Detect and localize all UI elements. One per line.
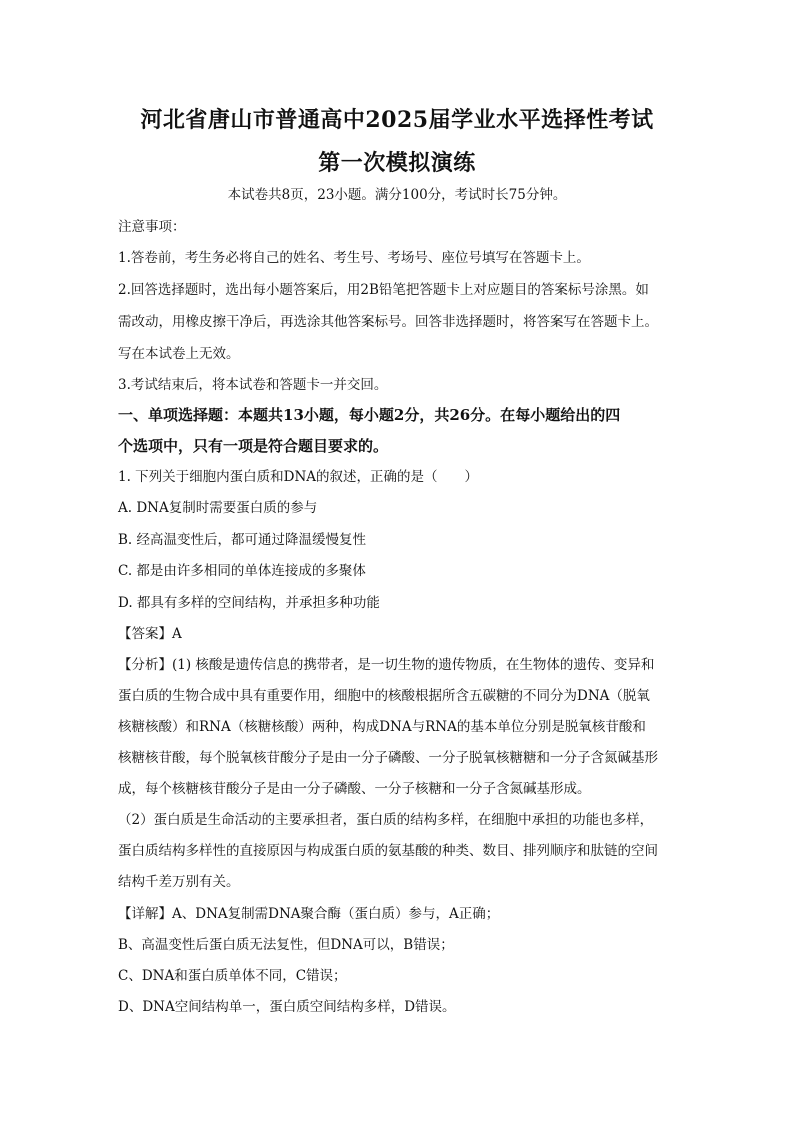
analysis-line: 蛋白质的生物合成中具有重要作用，细胞中的核酸根据所含五碳糖的不同分为DNA（脱氧 [118, 688, 650, 704]
detail-line: D、DNA空间结构单一，蛋白质空间结构多样，D错误。 [118, 999, 456, 1015]
detail-line: B、高温变性后蛋白质无法复性，但DNA可以，B错误； [118, 937, 454, 953]
question-option: A. DNA复制时需要蛋白质的参与 [118, 500, 318, 516]
notice-item: 3.考试结束后，将本试卷和答题卡一并交回。 [118, 377, 388, 393]
analysis-line: （2）蛋白质是生命活动的主要承担者，蛋白质的结构多样，在细胞中承担的功能也多样， [118, 812, 654, 828]
exam-subtitle: 第一次模拟演练 [318, 150, 476, 176]
section-heading: 一、单项选择题：本题共13小题，每小题2分，共26分。在每小题给出的四 [118, 406, 621, 424]
exam-title: 河北省唐山市普通高中2025届学业水平选择性考试 [140, 107, 654, 133]
question-option: B. 经高温变性后，都可通过降温缓慢复性 [118, 532, 367, 548]
notice-item: 写在本试卷上无效。 [118, 346, 240, 362]
detail-line: C、DNA和蛋白质单体不同，C错误； [118, 968, 347, 984]
exam-info: 本试卷共8页，23小题。满分100分，考试时长75分钟。 [227, 187, 567, 203]
analysis-line: 成，每个核糖核苷酸分子是由一分子磷酸、一分子核糖和一分子含氮碱基形成。 [118, 781, 591, 797]
question-stem: 1. 下列关于细胞内蛋白质和DNA的叙述，正确的是（ ） [118, 469, 479, 485]
analysis-line: 核糖核酸）和RNA（核糖核酸）两种，构成DNA与RNA的基本单位分别是脱氧核苷酸和 [118, 719, 646, 735]
analysis-line: 结构千差万别有关。 [118, 874, 240, 890]
analysis-line: 【分析】(1) 核酸是遗传信息的携带者，是一切生物的遗传物质，在生物体的遗传、变异和 [118, 657, 655, 673]
notice-item: 1.答卷前，考生务必将自己的姓名、考生号、考场号、座位号填写在答题卡上。 [118, 250, 590, 266]
detail-line: 【详解】A、DNA复制需DNA聚合酶（蛋白质）参与，A正确； [118, 906, 500, 922]
section-heading: 个选项中，只有一项是符合题目要求的。 [118, 437, 389, 455]
analysis-line: 蛋白质结构多样性的直接原因与构成蛋白质的氨基酸的种类、数目、排列顺序和肽链的空间 [118, 843, 658, 859]
question-option: D. 都具有多样的空间结构，并承担多种功能 [118, 595, 380, 611]
notice-header: 注意事项： [118, 219, 186, 235]
notice-item: 需改动，用橡皮擦干净后，再选涂其他答案标号。回答非选择题时，将答案写在答题卡上。 [118, 314, 658, 330]
notice-item: 2.回答选择题时，选出每小题答案后，用2B铅笔把答题卡上对应题目的答案标号涂黑。如 [118, 282, 649, 298]
question-option: C. 都是由许多相同的单体连接成的多聚体 [118, 563, 366, 579]
answer-line: 【答案】A [118, 626, 182, 642]
analysis-line: 核糖核苷酸，每个脱氧核苷酸分子是由一分子磷酸、一分子脱氧核糖糖和一分子含氮碱基形 [118, 750, 658, 766]
